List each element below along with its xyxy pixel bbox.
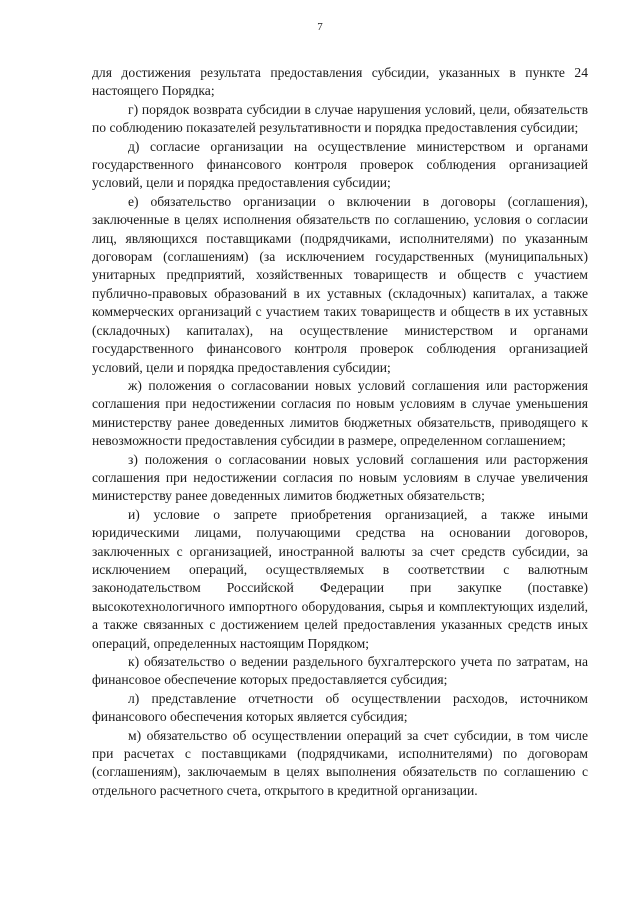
paragraph-item-e: е) обязательство организации о включении в договоры (соглашения), заключенные в целях исполнения обязательств по соглашению, условия о согласии лиц, являющихся поставщиками (подрядчиками, исполнителями) по указанным договорам (соглашениям) (за исключением государственных (муниципальных) унитарных предприятий, хозяйственных товариществ и обществ с участием публично-правовых образований в их уставных (складочных) капиталах, а также коммерческих организаций с участием таких товариществ и обществ в их уставных (складочных) капиталах), на осуществление министерством и органами государственного финансового контроля проверок соблюдения организацией условий, цели и порядка предоставления субсидии;	[92, 193, 588, 375]
paragraph-item-k: к) обязательство о ведении раздельного бухгалтерского учета по затратам, на финансовое обеспечение которых предоставляется субсидия;	[92, 654, 588, 688]
paragraph-item-l: л) представление отчетности об осуществлении расходов, источником финансового обеспечения которых является субсидия;	[92, 690, 588, 725]
document-body	[92, 64, 588, 800]
paragraph-item-z: з) положения о согласовании новых условий соглашения или расторжения соглашения при недостижении согласия по новым условиям в случае увеличения министерству ранее доведенных лимитов бюджетных обязательств;	[92, 451, 588, 504]
paragraph-continuation: для достижения результата предоставления субсидии, указанных в пункте 24 настоящего Порядка;	[92, 65, 588, 99]
page-number: 7	[317, 21, 323, 33]
paragraph-item-zh: ж) положения о согласовании новых условий соглашения или расторжения соглашения при недостижении согласия по новым условиям в случае уменьшения министерству ранее доведенных лимитов бюджетных обязательств, приводящего к невозможности предоставления субсидии в размере, определенном соглашением;	[92, 377, 588, 449]
paragraph-item-d: д) согласие организации на осуществление министерством и органами государственного финансового контроля проверок соблюдения организацией условий, цели и порядка предоставления субсидии;	[92, 138, 588, 191]
paragraph-item-m: м) обязательство об осуществлении операций за счет субсидии, в том числе при расчетах с поставщиками (подрядчиками, исполнителями) по договорам (соглашениям), заключаемым в целях выполнения обязательств по соглашению с отдельного расчетного счета, открытого в кредитной организации.	[92, 727, 588, 798]
paragraph-item-g: г) порядок возврата субсидии в случае нарушения условий, цели, обязательств по соблюдению показателей результативности и порядка предоставления субсидии;	[92, 101, 588, 136]
paragraph-item-i: и) условие о запрете приобретения организацией, а также иными юридическими лицами, получающими средства на основании договоров, заключенных с организацией, иностранной валюты за счет средств субсидии, за исключением операций, осуществляемых в соответствии с валютным законодательством Российской Федерации при закупке (поставке) высокотехнологичного импортного оборудования, сырья и комплектующих изделий, а также связанных с достижением целей предоставления указанных средств иных операций, определенных настоящим Порядком;	[92, 506, 588, 651]
